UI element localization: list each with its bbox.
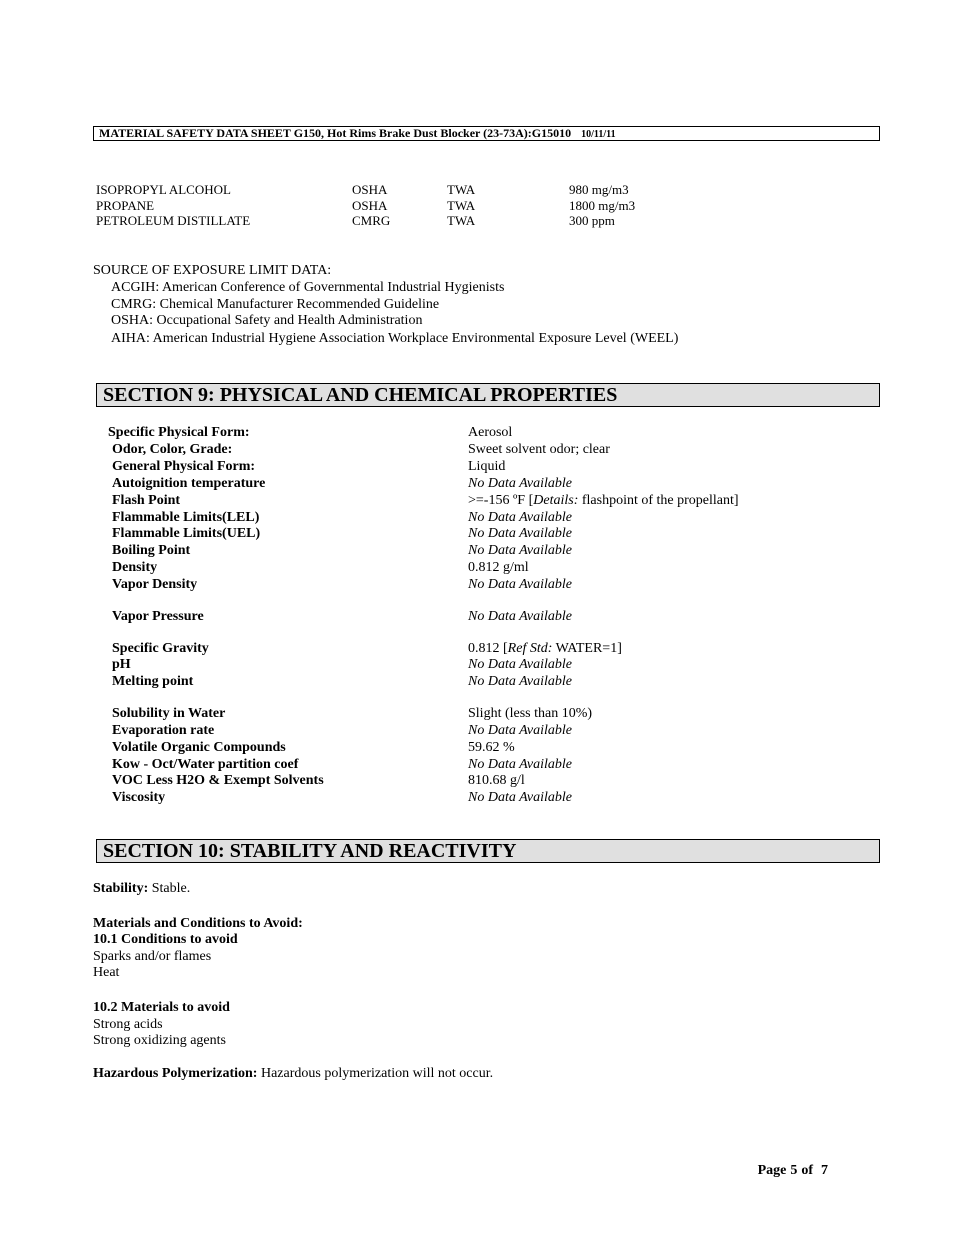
property-value: No Data Available [468, 790, 572, 805]
header-date: 10/11/11 [581, 129, 616, 140]
limit-cell: 300 ppm [569, 213, 615, 228]
property-label: Vapor Density [112, 577, 198, 592]
property-label: Kow - Oct/Water partition coef [112, 757, 299, 772]
section-10-title: SECTION 10: STABILITY AND REACTIVITY [96, 839, 880, 863]
property-label: Solubility in Water [112, 706, 226, 721]
polymerization-label: Hazardous Polymerization: [93, 1066, 258, 1081]
type-cell: TWA [447, 182, 476, 197]
property-label: Viscosity [112, 790, 166, 805]
page-total: 7 [821, 1163, 828, 1178]
property-value: 0.812 g/ml [468, 560, 529, 575]
property-value: No Data Available [468, 674, 572, 689]
property-value [468, 492, 739, 509]
property-label: Flammable Limits(LEL) [112, 510, 260, 525]
property-value: No Data Available [468, 609, 572, 624]
property-label: Odor, Color, Grade: [112, 442, 233, 457]
agency-cell: CMRG [352, 213, 391, 228]
property-label: Evaporation rate [112, 723, 215, 738]
property-value: Slight (less than 10%) [468, 706, 593, 721]
stability-value: Stable. [148, 881, 191, 896]
materials-heading: Materials and Conditions to Avoid: [93, 916, 303, 931]
property-value: No Data Available [468, 757, 572, 772]
property-label: pH [112, 657, 131, 672]
section-9-title: SECTION 9: PHYSICAL AND CHEMICAL PROPERTIES [96, 383, 880, 407]
property-label: Boiling Point [112, 543, 191, 558]
property-value: Aerosol [468, 425, 513, 440]
agency-cell: OSHA [352, 182, 388, 197]
property-value: No Data Available [468, 723, 572, 738]
property-label: Autoignition temperature [112, 476, 266, 491]
details-label: Ref Std: [507, 641, 553, 656]
value-prefix: 0.812 [ [468, 641, 508, 656]
property-label: Vapor Pressure [112, 609, 204, 624]
property-value [468, 640, 622, 657]
source-item: OSHA: Occupational Safety and Health Administration [111, 313, 423, 328]
value-prefix: >=-156 ºF [ [468, 493, 534, 508]
page-number [754, 1163, 828, 1179]
document-header [93, 126, 880, 141]
material-item: Strong acids [93, 1017, 163, 1032]
source-item: CMRG: Chemical Manufacturer Recommended Guideline [111, 297, 440, 312]
condition-item: Sparks and/or flames [93, 949, 212, 964]
source-item: ACGIH: American Conference of Governmental Industrial Hygienists [111, 280, 505, 295]
limit-cell: 1800 mg/m3 [569, 198, 636, 213]
ingredient-cell: ISOPROPYL ALCOHOL [96, 182, 231, 197]
ingredient-cell: PETROLEUM DISTILLATE [96, 213, 251, 228]
property-value: No Data Available [468, 476, 572, 491]
property-value: No Data Available [468, 657, 572, 672]
property-value: 810.68 g/l [468, 773, 525, 788]
property-value: No Data Available [468, 543, 572, 558]
header-title: MATERIAL SAFETY DATA SHEET G150, Hot Rims Brake Dust Blocker (23-73A):G15010 [99, 126, 572, 140]
property-label: General Physical Form: [112, 459, 256, 474]
property-label: Volatile Organic Compounds [112, 740, 286, 755]
source-item: AIHA: American Industrial Hygiene Association Workplace Environmental Exposure Level (WEEL) [111, 331, 679, 346]
property-value: 59.62 % [468, 740, 515, 755]
type-cell: TWA [447, 198, 476, 213]
property-label: Flash Point [112, 493, 181, 508]
value-suffix: flashpoint of the propellant] [578, 493, 739, 508]
property-value: Sweet solvent odor; clear [468, 442, 610, 457]
page-word: Page [757, 1163, 787, 1178]
property-label: Specific Physical Form: [108, 425, 250, 440]
value-suffix: WATER=1] [552, 641, 622, 656]
property-label: Density [112, 560, 158, 575]
polymerization-value: Hazardous polymerization will not occur. [257, 1066, 494, 1081]
ingredient-cell: PROPANE [96, 198, 155, 213]
property-value: No Data Available [468, 510, 572, 525]
property-label: Specific Gravity [112, 641, 209, 656]
limit-cell: 980 mg/m3 [569, 182, 629, 197]
material-item: Strong oxidizing agents [93, 1033, 226, 1048]
polymerization-line [93, 1065, 493, 1082]
sources-heading: SOURCE OF EXPOSURE LIMIT DATA: [93, 263, 332, 278]
condition-item: Heat [93, 965, 120, 980]
property-value: No Data Available [468, 526, 572, 541]
page-current: 5 [790, 1163, 798, 1178]
materials-subheading: 10.2 Materials to avoid [93, 1000, 230, 1015]
property-label: Melting point [112, 674, 194, 689]
conditions-heading: 10.1 Conditions to avoid [93, 932, 238, 947]
property-label: Flammable Limits(UEL) [112, 526, 261, 541]
property-value: No Data Available [468, 577, 572, 592]
stability-label: Stability: [93, 881, 149, 896]
property-label: VOC Less H2O & Exempt Solvents [112, 773, 324, 788]
stability-line [93, 880, 190, 897]
details-label: Details: [533, 493, 579, 508]
property-value: Liquid [468, 459, 506, 474]
type-cell: TWA [447, 213, 476, 228]
of-word: of [801, 1163, 813, 1178]
agency-cell: OSHA [352, 198, 388, 213]
